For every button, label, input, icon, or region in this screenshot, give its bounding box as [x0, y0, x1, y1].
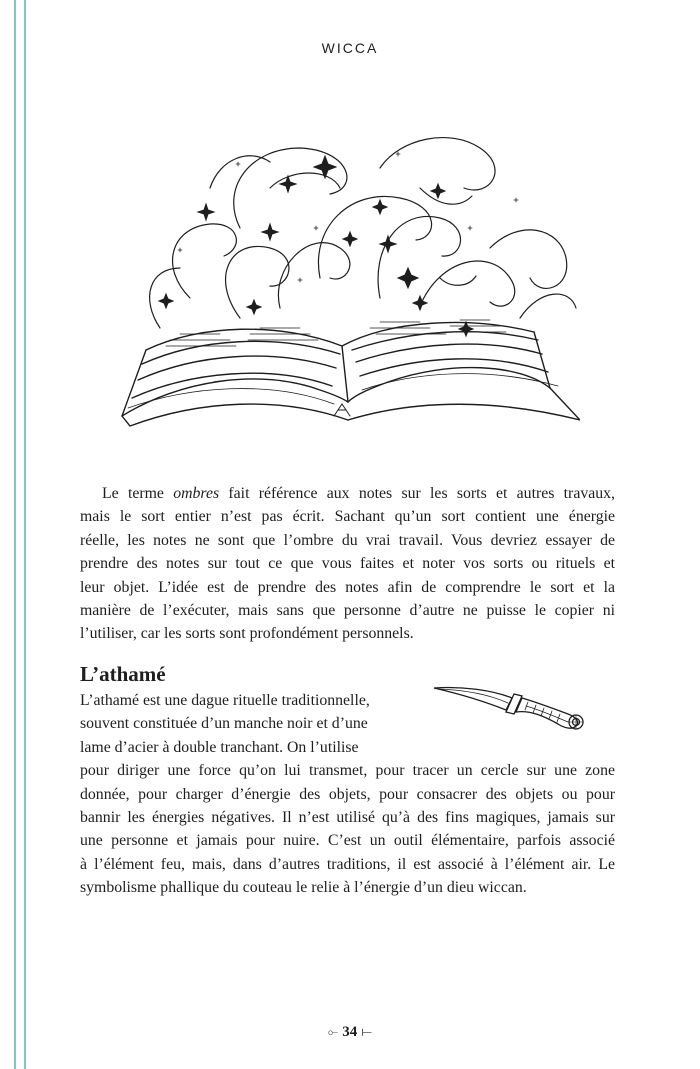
athame-paragraph — [80, 689, 615, 900]
intro-line-5: leur objet. L’idée est de prendre des notes afin de comprendre le sort et la — [80, 578, 615, 596]
folio-ornament-icon: ⟜ — [327, 1024, 339, 1039]
section-title-athame: L’athamé — [80, 662, 166, 686]
intro-line-6: manière de l’exécuter, mais sans que personne d’autre ne puisse le copier ni — [80, 602, 615, 620]
page-number: 34 — [342, 1024, 358, 1040]
folio-ornament-icon: ⟝ — [361, 1024, 373, 1039]
athame-line-3: lame d’acier à double tranchant. On l’utilise — [80, 738, 359, 756]
term-ombres: ombres — [173, 485, 220, 502]
athame-line-2: souvent constituée d’un manche noir et d’une — [80, 715, 368, 733]
open-book-swirls-illustration — [120, 128, 580, 433]
margin-rule-inner — [24, 0, 26, 1069]
intro-line-4: prendre des notes sur tout ce que vous faites et noter vos sorts ou rituels et — [80, 555, 615, 573]
intro-paragraph — [80, 482, 615, 646]
athame-line-6: bannir les énergies négatives. Il n’est utilisé qu’à des fins magiques, jamais sur — [80, 809, 615, 827]
athame-line-4: pour diriger une force qu’on lui transmet, pour tracer un cercle sur une zone — [80, 762, 615, 780]
intro-line-1 — [80, 482, 615, 505]
intro-line-3: réelle, les notes ne sont que l’ombre du vrai travail. Vous devriez essayer de — [80, 531, 615, 549]
athame-line-8: à l’élément feu, mais, dans d’autres traditions, il est associé à l’élément air. Le — [80, 855, 615, 873]
intro-text-before-term: Le terme — [102, 485, 174, 502]
athame-line-9: symbolisme phallique du couteau le relie à l’énergie d’un dieu wiccan. — [80, 879, 527, 897]
intro-line-2: mais le sort entier n’est pas écrit. Sachant qu’un sort contient une énergie — [80, 508, 615, 526]
intro-text-after-term: fait référence aux notes sur les sorts et autres travaux, — [219, 485, 615, 502]
intro-line-7: l’utiliser, car les sorts sont profondément personnels. — [80, 625, 414, 643]
page-folio — [0, 1024, 700, 1041]
margin-rule-outer — [14, 0, 16, 1069]
athame-line-7: une personne et jamais pour nuire. C’est un outil élémentaire, parfois associé — [80, 832, 615, 850]
athame-line-1: L’athamé est une dague rituelle traditionnelle, — [80, 692, 370, 709]
athame-line-5: donnée, pour charger d’énergie des objets, pour consacrer des objets ou pour — [80, 785, 615, 803]
running-header: WICCA — [321, 40, 379, 56]
